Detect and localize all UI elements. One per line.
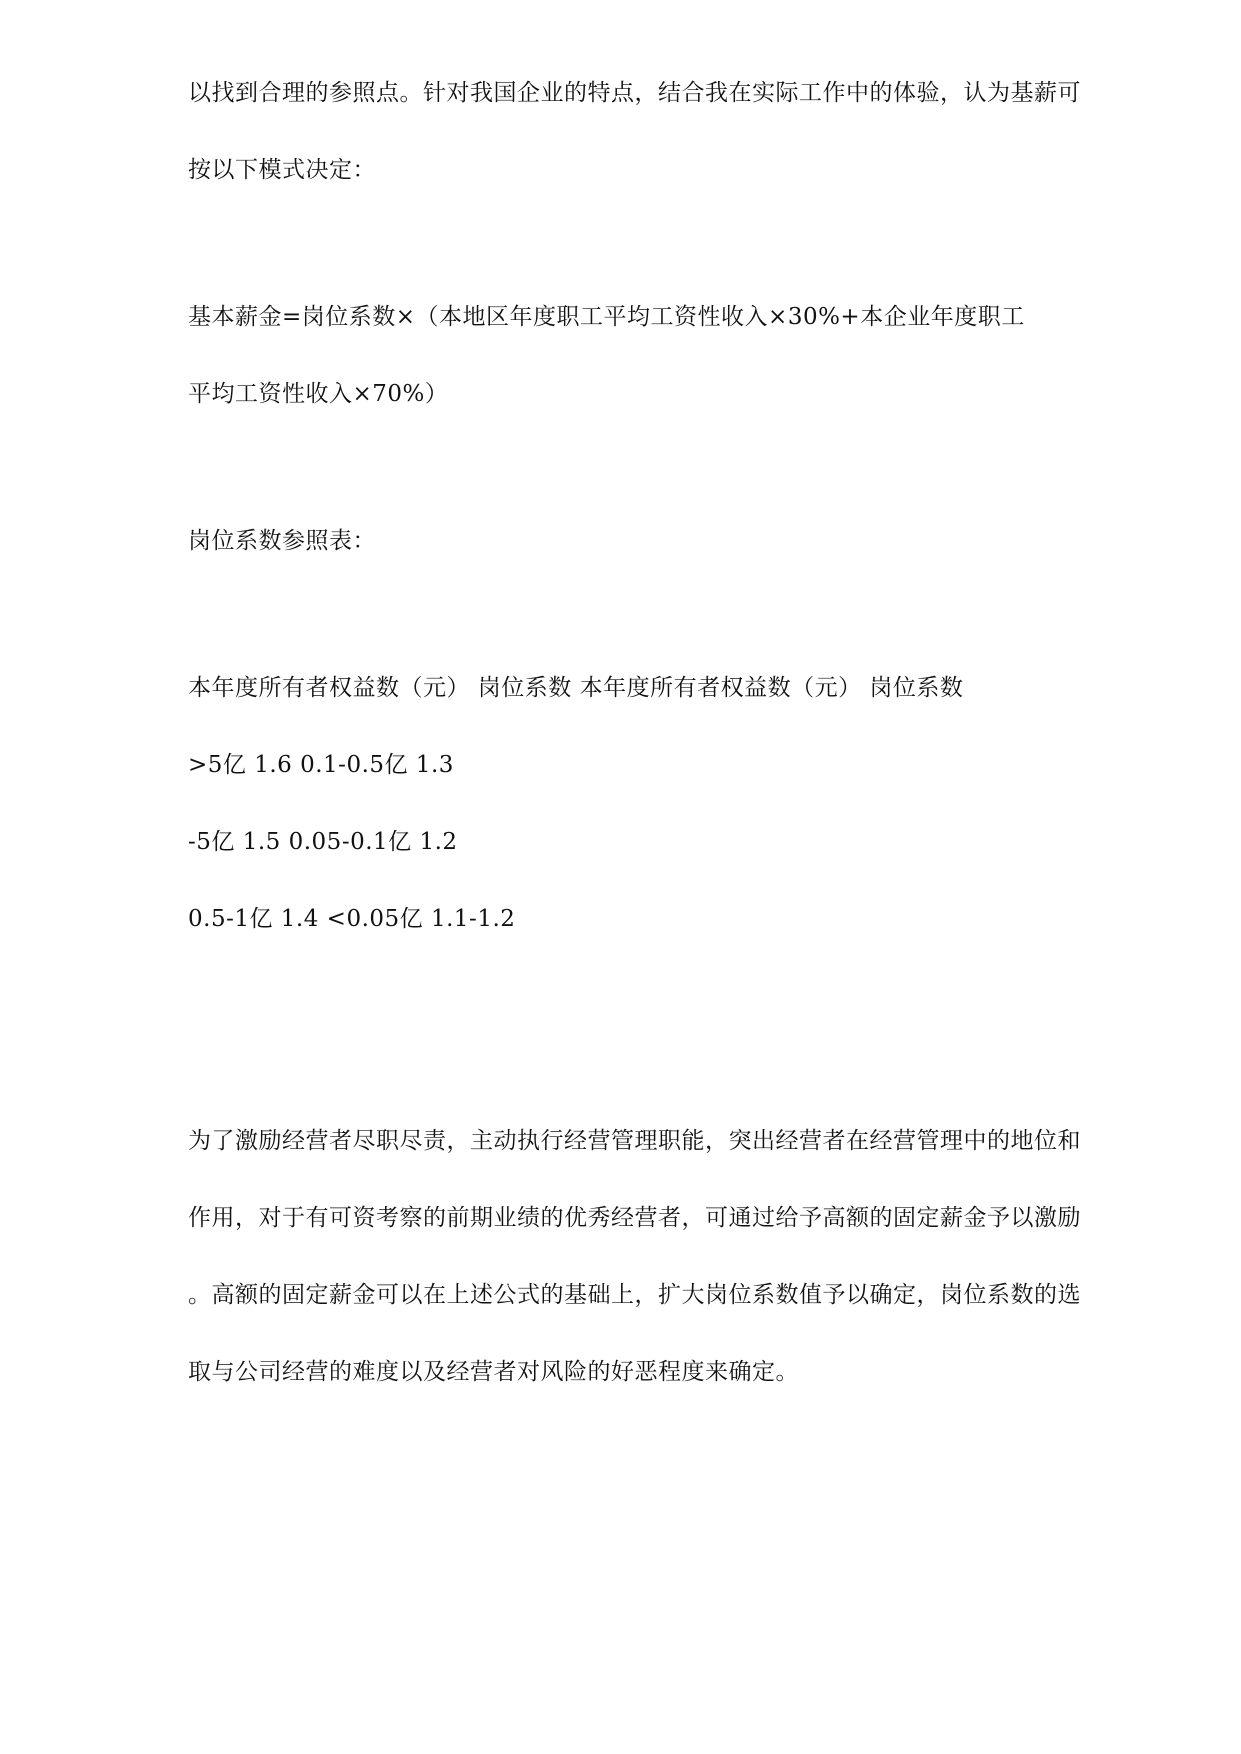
table-header-row: 本年度所有者权益数（元） 岗位系数 本年度所有者权益数（元） 岗位系数 bbox=[188, 675, 964, 701]
table-row: -5亿 1.5 0.05-0.1亿 1.2 bbox=[188, 829, 458, 855]
incentive-paragraph-line-4: 取与公司经营的难度以及经营者对风险的好恶程度来确定。 bbox=[188, 1359, 799, 1385]
intro-paragraph-line-2: 按以下模式决定： bbox=[188, 157, 376, 183]
intro-paragraph-line-1: 以找到合理的参照点。针对我国企业的特点，结合我在实际工作中的体验，认为基薪可 bbox=[188, 80, 1081, 106]
table-row: >5亿 1.6 0.1-0.5亿 1.3 bbox=[188, 752, 454, 778]
incentive-paragraph-line-3: 。高额的固定薪金可以在上述公式的基础上，扩大岗位系数值予以确定，岗位系数的选 bbox=[188, 1282, 1081, 1308]
incentive-paragraph-line-1: 为了激励经营者尽职尽责，主动执行经营管理职能，突出经营者在经营管理中的地位和 bbox=[188, 1128, 1081, 1154]
formula-line-1: 基本薪金=岗位系数×（本地区年度职工平均工资性收入×30%+本企业年度职工 bbox=[188, 304, 1025, 330]
incentive-paragraph-line-2: 作用，对于有可资考察的前期业绩的优秀经营者，可通过给予高额的固定薪金予以激励 bbox=[188, 1205, 1081, 1231]
formula-line-2: 平均工资性收入×70%） bbox=[188, 381, 449, 407]
table-row: 0.5-1亿 1.4 <0.05亿 1.1-1.2 bbox=[188, 906, 516, 932]
table-title: 岗位系数参照表： bbox=[188, 528, 376, 554]
